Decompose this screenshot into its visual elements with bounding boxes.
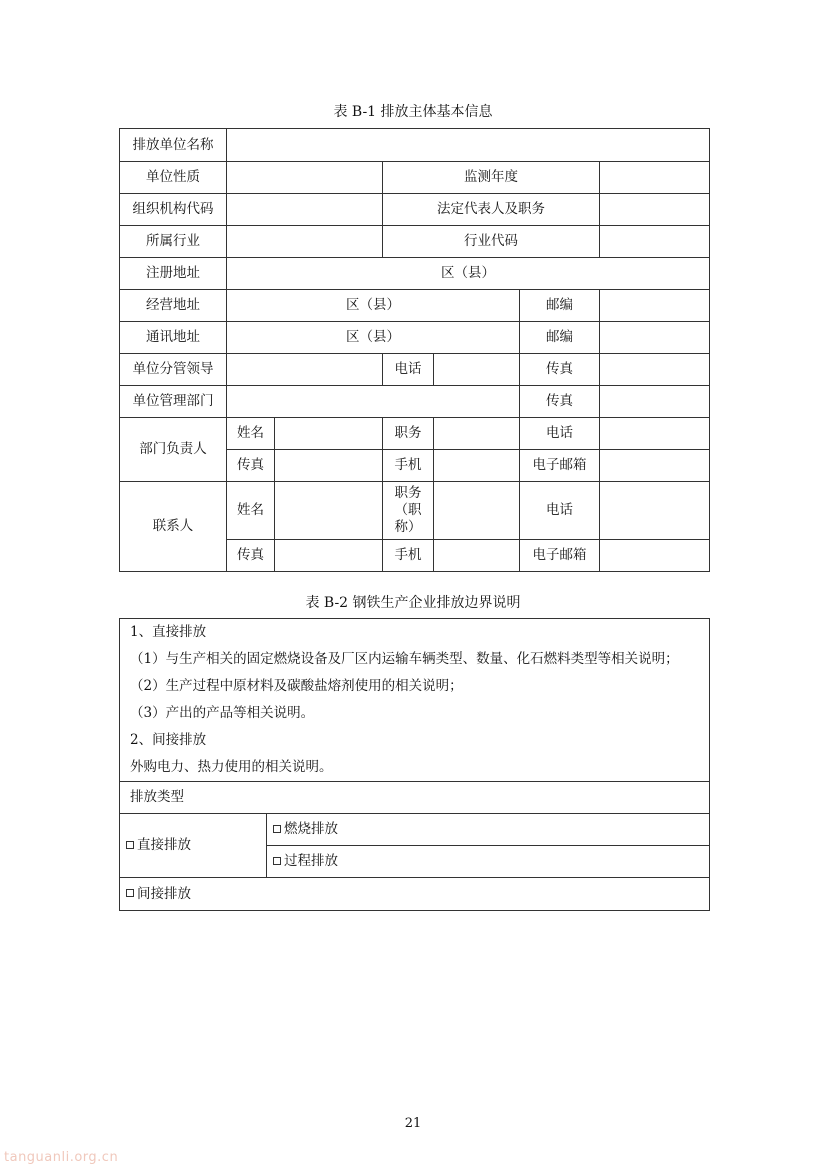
table-row bbox=[120, 418, 710, 450]
table-row bbox=[120, 878, 710, 911]
table-row bbox=[120, 782, 710, 814]
legal-rep-label: 法定代表人及职务 bbox=[383, 194, 600, 226]
combustion-emission-label: 燃烧排放 bbox=[284, 821, 338, 838]
indirect-emission-option[interactable] bbox=[120, 878, 710, 911]
dept-head-title-label: 职务 bbox=[383, 418, 434, 450]
table-row bbox=[120, 129, 710, 162]
table-row bbox=[120, 354, 710, 386]
dept-head-phone-label: 电话 bbox=[520, 418, 600, 450]
desc-line-indirect-heading: 2、间接排放 bbox=[130, 732, 207, 748]
contact-label: 联系人 bbox=[120, 482, 227, 572]
contact-fax-field[interactable] bbox=[275, 540, 383, 572]
registered-address-label: 注册地址 bbox=[120, 258, 227, 290]
page-number: 21 bbox=[404, 1116, 422, 1131]
mailing-postcode-field[interactable] bbox=[600, 322, 710, 354]
table-row bbox=[120, 258, 710, 290]
mailing-address-label: 通讯地址 bbox=[120, 322, 227, 354]
direct-emission-checkbox[interactable] bbox=[126, 841, 134, 849]
contact-title-label: 职务（职称） bbox=[394, 484, 422, 535]
combustion-emission-option[interactable] bbox=[267, 814, 710, 846]
contact-mobile-label: 手机 bbox=[383, 540, 434, 572]
business-address-field[interactable]: 区（县） bbox=[227, 290, 520, 322]
business-address-label: 经营地址 bbox=[120, 290, 227, 322]
dept-head-label: 部门负责人 bbox=[120, 418, 227, 482]
contact-fax-label: 传真 bbox=[227, 540, 275, 572]
entity-name-field[interactable] bbox=[227, 129, 710, 162]
unit-nature-field[interactable] bbox=[227, 162, 383, 194]
mailing-address-field[interactable]: 区（县） bbox=[227, 322, 520, 354]
entity-name-label: 排放单位名称 bbox=[120, 129, 227, 162]
contact-phone-label: 电话 bbox=[520, 482, 600, 540]
emission-boundary-table bbox=[119, 618, 710, 911]
unit-nature-label: 单位性质 bbox=[120, 162, 227, 194]
table-b1-title: 表 B-1 排放主体基本信息 bbox=[333, 104, 493, 120]
table-row bbox=[120, 482, 710, 540]
process-emission-option[interactable] bbox=[267, 846, 710, 878]
mgmt-dept-fax-label: 传真 bbox=[520, 386, 600, 418]
dept-head-title-field[interactable] bbox=[434, 418, 520, 450]
basic-info-table bbox=[119, 128, 710, 572]
dept-head-name-label: 姓名 bbox=[227, 418, 275, 450]
table-row bbox=[120, 290, 710, 322]
desc-line-purchased-energy: 外购电力、热力使用的相关说明。 bbox=[130, 759, 333, 775]
table-row bbox=[120, 322, 710, 354]
business-postcode-field[interactable] bbox=[600, 290, 710, 322]
dept-head-mobile-label: 手机 bbox=[383, 450, 434, 482]
dept-head-fax-label: 传真 bbox=[227, 450, 275, 482]
leader-phone-field[interactable] bbox=[434, 354, 520, 386]
monitoring-year-field[interactable] bbox=[600, 162, 710, 194]
contact-mobile-field[interactable] bbox=[434, 540, 520, 572]
contact-title-label-cell bbox=[383, 482, 434, 540]
direct-emission-option[interactable] bbox=[120, 814, 267, 878]
desc-line-direct-heading: 1、直接排放 bbox=[130, 624, 207, 640]
mgmt-dept-fax-field[interactable] bbox=[600, 386, 710, 418]
contact-phone-field[interactable] bbox=[600, 482, 710, 540]
leader-fax-field[interactable] bbox=[600, 354, 710, 386]
table-row bbox=[120, 226, 710, 258]
industry-code-label: 行业代码 bbox=[383, 226, 600, 258]
desc-line-combustion: （1）与生产相关的固定燃烧设备及厂区内运输车辆类型、数量、化石燃料类型等相关说明； bbox=[130, 651, 679, 667]
table-row bbox=[120, 194, 710, 226]
process-emission-checkbox[interactable] bbox=[273, 857, 281, 865]
dept-head-email-label: 电子邮箱 bbox=[520, 450, 600, 482]
table-row bbox=[120, 619, 710, 782]
leader-fax-label: 传真 bbox=[520, 354, 600, 386]
leader-field[interactable] bbox=[227, 354, 383, 386]
table-row bbox=[120, 814, 710, 846]
leader-label: 单位分管领导 bbox=[120, 354, 227, 386]
mgmt-dept-label: 单位管理部门 bbox=[120, 386, 227, 418]
desc-line-materials: （2）生产过程中原材料及碳酸盐熔剂使用的相关说明； bbox=[130, 678, 463, 694]
contact-email-field[interactable] bbox=[600, 540, 710, 572]
desc-line-products: （3）产出的产品等相关说明。 bbox=[130, 705, 315, 721]
dept-head-fax-field[interactable] bbox=[275, 450, 383, 482]
industry-field[interactable] bbox=[227, 226, 383, 258]
dept-head-name-field[interactable] bbox=[275, 418, 383, 450]
registered-address-field[interactable]: 区（县） bbox=[227, 258, 710, 290]
process-emission-label: 过程排放 bbox=[284, 853, 338, 870]
business-postcode-label: 邮编 bbox=[520, 290, 600, 322]
indirect-emission-checkbox[interactable] bbox=[126, 889, 134, 897]
industry-label: 所属行业 bbox=[120, 226, 227, 258]
dept-head-email-field[interactable] bbox=[600, 450, 710, 482]
dept-head-phone-field[interactable] bbox=[600, 418, 710, 450]
leader-phone-label: 电话 bbox=[383, 354, 434, 386]
org-code-field[interactable] bbox=[227, 194, 383, 226]
watermark: tanguanli.org.cn bbox=[4, 1150, 119, 1165]
emission-type-label: 排放类型 bbox=[120, 782, 710, 814]
contact-email-label: 电子邮箱 bbox=[520, 540, 600, 572]
org-code-label: 组织机构代码 bbox=[120, 194, 227, 226]
contact-title-field[interactable] bbox=[434, 482, 520, 540]
contact-name-field[interactable] bbox=[275, 482, 383, 540]
contact-name-label: 姓名 bbox=[227, 482, 275, 540]
monitoring-year-label: 监测年度 bbox=[383, 162, 600, 194]
indirect-emission-label: 间接排放 bbox=[137, 885, 191, 902]
industry-code-field[interactable] bbox=[600, 226, 710, 258]
boundary-description bbox=[120, 619, 710, 782]
mailing-postcode-label: 邮编 bbox=[520, 322, 600, 354]
table-row bbox=[120, 386, 710, 418]
table-b2-title: 表 B-2 钢铁生产企业排放边界说明 bbox=[305, 595, 521, 611]
legal-rep-field[interactable] bbox=[600, 194, 710, 226]
table-row bbox=[120, 162, 710, 194]
dept-head-mobile-field[interactable] bbox=[434, 450, 520, 482]
mgmt-dept-field[interactable] bbox=[227, 386, 520, 418]
combustion-emission-checkbox[interactable] bbox=[273, 825, 281, 833]
direct-emission-label: 直接排放 bbox=[137, 837, 191, 854]
